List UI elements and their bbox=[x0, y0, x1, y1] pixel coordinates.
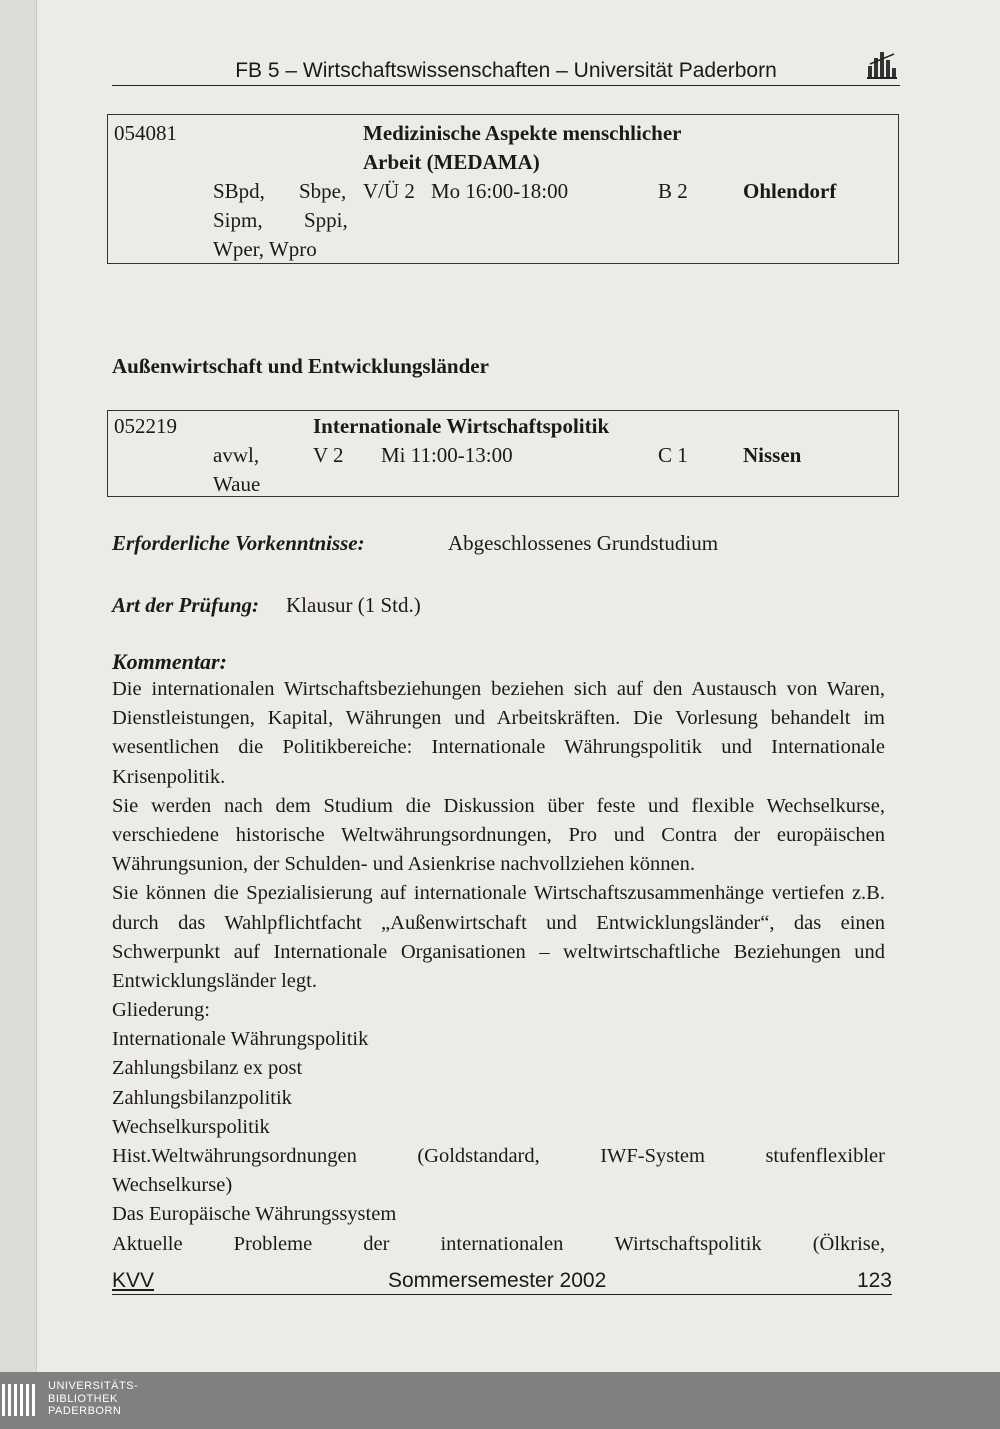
course-lecturer: Ohlendorf bbox=[743, 179, 837, 203]
outline-item-cont: Wechselkurse) bbox=[112, 1174, 233, 1197]
course-title: Medizinische Aspekte menschlicher bbox=[363, 121, 682, 145]
library-logo-icon bbox=[0, 1384, 40, 1416]
outline-item: Zahlungsbilanz ex post bbox=[112, 1057, 303, 1080]
running-header: FB 5 – Wirtschaftswissenschaften – Universität Paderborn bbox=[112, 58, 900, 86]
outline-word: (Goldstandard, bbox=[417, 1145, 540, 1168]
course-title: Internationale Wirtschaftspolitik bbox=[313, 414, 610, 438]
outline-item: Wechselkurspolitik bbox=[112, 1115, 270, 1138]
course-number: 052219 bbox=[114, 414, 177, 438]
outline-word: (Ölkrise, bbox=[812, 1232, 885, 1255]
outline-item: Internationale Währungspolitik bbox=[112, 1028, 369, 1051]
outline-item: Zahlungsbilanzpolitik bbox=[112, 1086, 292, 1109]
outline-label: Gliederung: bbox=[112, 999, 210, 1021]
course-room: C 1 bbox=[658, 443, 688, 467]
commentary-text bbox=[112, 675, 885, 996]
outline-item bbox=[112, 1142, 885, 1171]
page-content bbox=[40, 0, 1000, 1372]
outline-item: Das Europäische Währungssystem bbox=[112, 1203, 397, 1226]
outline-word: Hist.Weltwährungsordnungen bbox=[112, 1145, 357, 1168]
library-bar bbox=[0, 1372, 1000, 1429]
footer-semester: Sommersemester 2002 bbox=[388, 1269, 607, 1292]
course-type: V 2 bbox=[313, 443, 344, 467]
course-programs: Wper, Wpro bbox=[213, 237, 317, 261]
exam-value: Klausur (1 Std.) bbox=[286, 593, 421, 617]
outline bbox=[112, 996, 885, 1259]
course-lecturer: Nissen bbox=[743, 443, 802, 467]
outline-item bbox=[112, 1230, 885, 1259]
course-room: B 2 bbox=[658, 179, 688, 203]
exam-label: Art der Prüfung: bbox=[112, 593, 260, 617]
library-name bbox=[48, 1380, 138, 1418]
outline-word: IWF-System bbox=[600, 1145, 705, 1168]
course-time: Mo 16:00-18:00 bbox=[431, 179, 569, 203]
course-number: 054081 bbox=[114, 121, 177, 145]
commentary-label: Kommentar: bbox=[112, 649, 227, 674]
outline-word: Aktuelle bbox=[112, 1232, 183, 1255]
outline-word: der bbox=[363, 1232, 390, 1255]
outline-word: internationalen bbox=[440, 1232, 564, 1255]
prerequisites-value: Abgeschlossenes Grundstudium bbox=[448, 531, 719, 555]
library-name-line: UNIVERSITÄTS- bbox=[48, 1380, 139, 1392]
running-footer bbox=[112, 1268, 892, 1295]
course-programs: Sipm, bbox=[213, 208, 263, 232]
course-programs: Waue bbox=[213, 472, 261, 496]
course-programs: Sbpe, bbox=[299, 179, 347, 203]
page-number: 123 bbox=[856, 1269, 892, 1292]
course-type: V/Ü 2 bbox=[363, 179, 415, 203]
university-logo-icon bbox=[866, 46, 898, 80]
footer-left: KVV bbox=[112, 1269, 155, 1292]
course-programs: SBpd, bbox=[213, 179, 265, 203]
commentary-paragraph: Sie können die Spezialisierung auf internationale Wirtschaftszusammenhänge vertiefen z.B. durch das Wahlpflichtfacht „Außenwirtschaft und Entwicklungsländer“, das einen Schwerpunkt auf Internationale Organisationen – weltwirtschaftliche Beziehungen und Entwicklungsländer legt. bbox=[112, 882, 885, 993]
course-title-cont: Arbeit (MEDAMA) bbox=[363, 150, 540, 174]
commentary-paragraph: Sie werden nach dem Studium die Diskussion über feste und flexible Wechselkurse, verschiedene historische Weltwährungsordnungen, Pro und Contra der europäischen Währungsunion, der Schulden- und Asienkrise nachvollziehen können. bbox=[112, 794, 885, 876]
course-programs: avwl, bbox=[213, 443, 260, 467]
course-programs: Sppi, bbox=[304, 208, 348, 232]
book-gutter bbox=[0, 0, 37, 1372]
library-name-line: BIBLIOTHEK bbox=[48, 1392, 118, 1405]
outline-word: stufenflexibler bbox=[765, 1145, 885, 1168]
outline-word: Wirtschaftspolitik bbox=[614, 1232, 762, 1255]
commentary-paragraph: Die internationalen Wirtschaftsbeziehungen beziehen sich auf den Austausch von Waren, Dienstleistungen, Kapital, Währungen und Arbeitskräften. Die Vorlesung behandelt im wesentlichen die Politikbereiche: Internationale Währungspolitik und Internationale Krisenpolitik. bbox=[112, 678, 885, 788]
section-title: Außenwirtschaft und Entwicklungsländer bbox=[112, 354, 489, 378]
library-name-line: PADERBORN bbox=[48, 1405, 122, 1417]
prerequisites-label: Erforderliche Vorkenntnisse: bbox=[112, 531, 365, 555]
outline-word: Probleme bbox=[233, 1232, 313, 1255]
course-time: Mi 11:00-13:00 bbox=[381, 443, 513, 467]
